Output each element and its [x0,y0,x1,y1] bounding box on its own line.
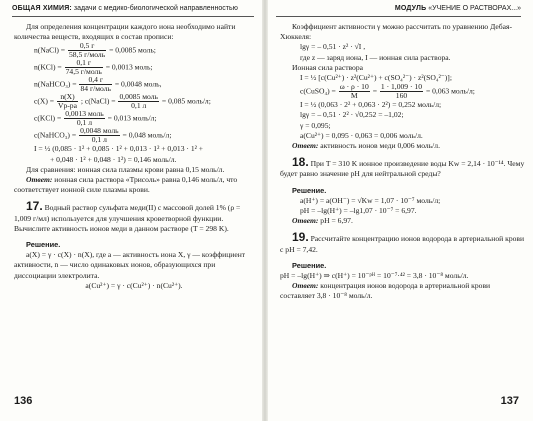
problem-number: 19. [292,230,309,245]
numerator: 0,0013 моль [65,109,104,119]
solution-18-line1: a(H⁺) = a(OH⁻) = √Kw = 1,07 · 10⁻⁷ моль/л; [300,195,441,205]
fraction [118,93,159,110]
denominator: 74,5 г/моль [65,67,102,77]
answer-text: ионная сила раствора «Трисоль» равна 0,146 моль/л, что соответствует ионной силе плазмы крови. [14,175,238,195]
eq-lhs: n(NaCl) = [34,45,66,55]
problem-18 [280,157,525,179]
numerator: 0,1 г [65,59,103,68]
eq-ionic-strength-line1: I = ½ (0,085 · 1² + 0,085 · 1² + 0,013 · 1² + 0,013 · 1² + [34,144,204,154]
answer-label: Ответ: [292,216,319,226]
eq-ionic-strength-line2: + 0,048 · 1² + 0,048 · 1²) = 0,146 моль/л. [50,154,177,164]
right-header-bold: МОДУЛЬ [394,5,427,12]
numerator: 0,4 г [79,76,111,85]
problem-19 [280,232,525,254]
eq-rhs: = 0,085 моль/л; [161,96,211,106]
eq-n-nahco3 [14,76,254,93]
fraction [68,42,106,59]
right-header-rule [276,16,521,17]
fraction [65,59,103,76]
eq-debye-huckel: lgγ = – 0,51 · z² · √I , [300,42,366,52]
denominator: 0,1 л [76,118,93,128]
answer-17 [280,141,525,151]
eq-lhs: c(KCl) = [34,113,62,123]
eq-n-kcl [14,59,254,76]
left-running-header [12,5,238,16]
answer-text: активность ионов меди 0,006 моль/л. [318,141,440,151]
fraction [380,83,423,100]
fraction [79,127,120,144]
answer-text: концентрация ионов водорода в артериальной крови составляет 3,8 · 10⁻⁸ моль/л. [280,281,491,301]
denominator: 84 г/моль [80,84,111,94]
right-page [268,0,533,421]
eq-rhs: = 0,048 моль/л; [122,130,172,140]
left-header-rule [12,16,254,17]
denominator: 58,5 г/моль [68,50,106,60]
left-page-number: 136 [14,395,33,407]
numerator: 0,5 г [68,42,106,51]
eq-lg-value: lgγ = – 0,51 · 2² · √0,252 = –1,02; [300,110,404,120]
right-running-header [395,5,521,16]
solution-label: Решение. [292,185,327,195]
answer-text: pH = 6,97. [318,216,353,226]
right-body [280,22,525,302]
problem-17 [14,201,254,234]
problem-text: При T = 310 K ионное произведение воды Kw = 2,14 · 10⁻¹⁴. Чему будет равно значение pH для нейтральной среды? [280,159,525,179]
eq-lhs: n(KCl) = [34,62,62,72]
answer-19 [280,281,525,301]
eq-lhs: c(X) = [34,96,55,106]
left-page [0,0,262,421]
left-header-rest: задачи с медико-биологической направленностью [71,5,238,12]
solution-17-line2: a(Cu²⁺) = γ · c(Cu²⁺) · n(Cu²⁺). [85,280,183,290]
problem-text: Рассчитайте концентрацию ионов водорода в артериальной крови с pH = 7,42. [280,234,525,254]
eq-debye-note: где z — заряд иона, I — ионная сила раствора. [300,52,451,62]
problem-number: 18. [292,155,309,170]
fraction [339,83,370,100]
numerator: 0,0048 моль [80,126,119,136]
denominator: 160 [395,91,408,101]
denominator: 0,1 л [91,135,107,145]
eq-n-nacl [14,42,254,59]
denominator: Vр-ра [58,101,77,111]
left-body [14,22,254,291]
ionic-strength-label: Ионная сила раствора [292,62,364,72]
eq-c-nahco3 [14,127,254,144]
problem-number: 17. [26,199,43,214]
numerator: ω · ρ · 10 [339,82,369,92]
numerator: 0,0085 моль [119,92,158,102]
problem-text: Водный раствор сульфата меди(II) с массовой долей 1% (ρ = 1,009 г/мл) используется для улучшения кроветворной функции. Вычислите активность ионов меди в данном растворе (T = 298 K). [14,203,241,233]
answer-label: Ответ: [292,141,319,151]
eq-c-cuso4 [280,83,525,100]
right-page-number: 137 [500,395,519,407]
right-intro: Коэффициент активности γ можно рассчитать по уравнению Дебая-Хюккеля: [280,22,512,42]
comparison-note: Для сравнения: ионная сила плазмы крови равна 0,15 моль/л. [26,164,225,174]
answer-16 [14,175,254,195]
solution-19-line1: pH = –lg(H⁺) ⇒ c(H⁺) = 10⁻ᵖᴴ = 10⁻⁷·⁴² = 3,8 · 10⁻⁸ моль/л. [280,271,469,281]
eq-rhs: = 0,0048 моль, [114,79,162,89]
eq-lhs: c(CuSO₄) = [300,86,336,96]
answer-label: Ответ: [26,175,53,185]
eq-mid: ; c(NaCl) = [80,96,116,106]
eq-activity: a(Cu²⁺) = 0,095 · 0,063 = 0,006 моль/л. [300,130,423,140]
eq-gamma: γ = 0,095; [300,120,331,130]
fraction [79,76,111,93]
eq-rhs: = 0,0013 моль; [105,62,153,72]
left-header-bold: ОБЩАЯ ХИМИЯ: [12,5,72,12]
denominator: 0,1 л [131,101,147,111]
solution-17-line1: a(X) = γ · c(X) · n(X), где a — активность иона X, γ — коэффициент активности, n — число одинаковых ионов, образующихся при диссоциации электролита. [14,250,246,280]
right-header-rest: «УЧЕНИЕ О РАСТВОРАХ...» [426,5,521,12]
solution-label: Решение. [292,260,327,270]
eq-rhs: = 0,0085 моль; [109,45,156,55]
eq-lhs: c(NaHCO₃) = [34,130,77,140]
fraction [64,110,105,127]
eq-lhs: n(NaHCO₃) = [34,79,77,89]
eq-ionic-value: I = ½ (0,063 · 2² + 0,063 · 2²) = 0,252 моль/л; [300,100,442,110]
left-intro: Для определения концентрации каждого иона необходимо найти количества веществ, входящих в состав прописи: [14,22,236,42]
eq-c-kcl [14,110,254,127]
denominator: M [350,91,358,101]
eq-rhs: = 0,013 моль/л; [107,113,157,123]
solution-18-line2: pH = –lg(H⁺) = –lg1,07 · 10⁻⁷ = 6,97. [300,206,417,216]
numerator: 1 · 1,009 · 10 [380,82,423,92]
eq-c-x [14,93,254,110]
eq-ionic-general: I = ½ [c(Cu²⁺) · z²(Cu²⁺) + c(SO₄²⁻) · z²(SO₄²⁻)]; [300,73,452,83]
answer-18 [280,216,525,226]
eq-mid: = [372,86,377,96]
solution-label: Решение. [26,240,61,250]
numerator: n(X) [57,93,78,102]
fraction [57,93,78,110]
answer-label: Ответ: [292,281,319,291]
eq-rhs: = 0,063 моль/л; [425,86,475,96]
